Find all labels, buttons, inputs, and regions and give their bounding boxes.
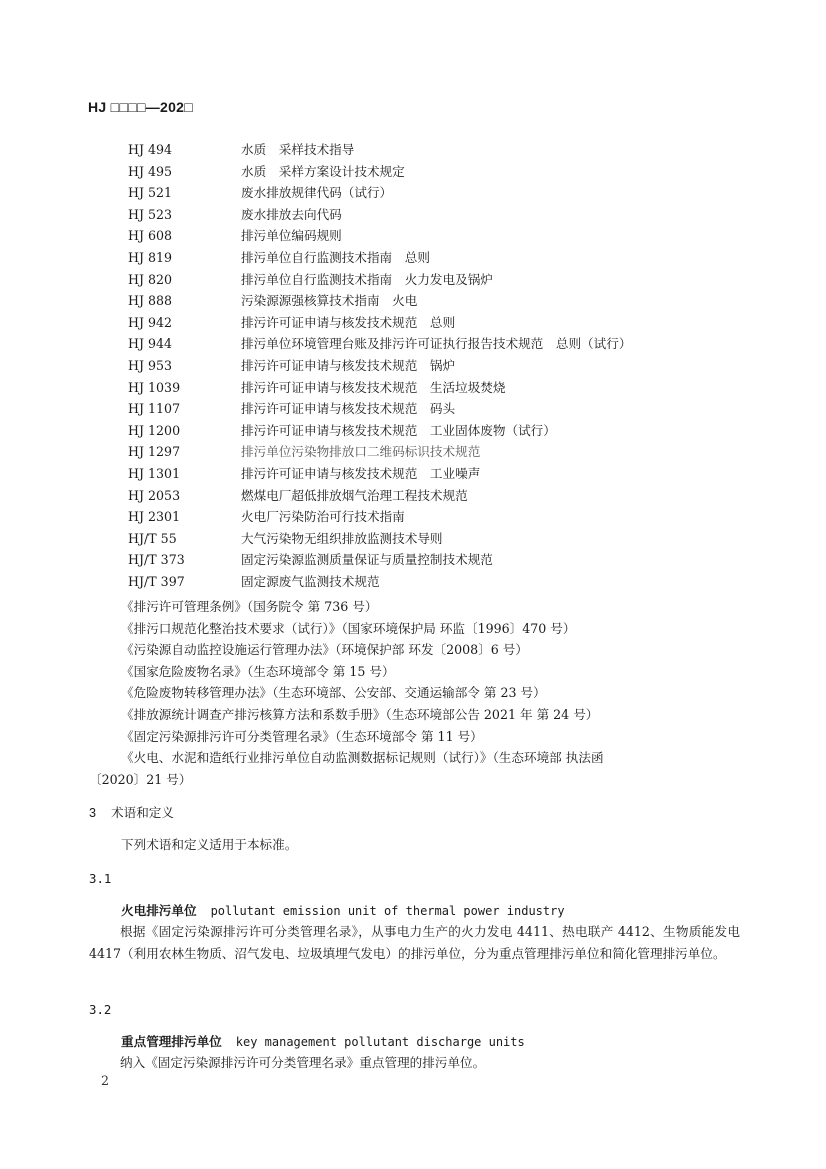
term-chinese: 重点管理排污单位 — [121, 1034, 222, 1049]
reference-code: HJ 2301 — [128, 509, 181, 525]
term-heading — [121, 1031, 525, 1053]
reference-title: 排污许可证申请与核发技术规范 总则 — [241, 314, 456, 330]
reference-title: 火电厂污染防治可行技术指南 — [241, 509, 405, 525]
section-title: 术语和定义 — [111, 806, 174, 820]
reference-title: 排污单位环境管理台账及排污许可证执行报告技术规范 总则（试行） — [241, 336, 632, 352]
regulation-document: 《国家危险废物名录》（生态环境部令 第 15 号） — [121, 663, 395, 679]
term-number: 3.2 — [89, 1002, 112, 1017]
reference-title: 排污单位自行监测技术指南 总则 — [241, 250, 430, 265]
reference-code: HJ 944 — [128, 336, 173, 352]
reference-title: 污染源源强核算技术指南 火电 — [241, 293, 418, 309]
reference-code: HJ 1301 — [128, 466, 181, 481]
reference-title: 燃煤电厂超低排放烟气治理工程技术规范 — [241, 487, 468, 503]
reference-title: 废水排放去向代码 — [241, 206, 342, 222]
regulation-document: 《排污口规范化整治技术要求（试行）》（国家环境保护局 环监〔1996〕470 号） — [121, 620, 576, 636]
reference-title: 固定源废气监测技术规范 — [241, 574, 380, 589]
reference-code: HJ 495 — [128, 163, 173, 179]
reference-code: HJ/T 55 — [128, 530, 177, 546]
reference-code: HJ 521 — [128, 185, 173, 201]
regulation-document: 《污染源自动监控设施运行管理办法》（环境保护部 环发〔2008〕6 号） — [121, 642, 528, 658]
term-english: pollutant emission unit of thermal power industry — [210, 904, 565, 918]
reference-code: HJ 953 — [128, 358, 173, 373]
reference-title: 排污许可证申请与核发技术规范 生活垃圾焚烧 — [241, 379, 506, 395]
regulation-document: 《固定污染源排污许可分类管理名录》（生态环境部令 第 11 号） — [121, 728, 483, 744]
regulation-document: 《危险废物转移管理办法》（生态环境部、公安部、交通运输部令 第 23 号） — [121, 685, 546, 701]
section-intro: 下列术语和定义适用于本标准。 — [121, 837, 298, 852]
reference-code: HJ 942 — [128, 314, 173, 330]
term-heading — [121, 900, 565, 922]
term-english: key management pollutant discharge units — [235, 1035, 525, 1049]
regulation-document: 《火电、水泥和造纸行业排污单位自动监测数据标记规则（试行）》（生态环境部 执法函 — [121, 750, 604, 766]
reference-title: 固定污染源监测质量保证与质量控制技术规范 — [241, 552, 493, 568]
reference-code: HJ 1107 — [128, 401, 181, 417]
regulation-document-continuation: 〔2020〕21 号） — [89, 771, 192, 787]
reference-title: 大气污染物无组织排放监测技术导则 — [241, 530, 443, 546]
term-definition: 纳入《固定污染源排污许可分类管理名录》重点管理的排污单位。 — [120, 1055, 486, 1070]
reference-title: 排污许可证申请与核发技术规范 工业固体废物（试行） — [241, 422, 556, 438]
reference-title: 水质 采样方案设计技术规定 — [241, 163, 405, 179]
reference-title: 排污许可证申请与核发技术规范 码头 — [241, 401, 456, 417]
reference-code: HJ 1297 — [128, 444, 181, 460]
term-definition: 根据《固定污染源排污许可分类管理名录》，从事电力生产的火力发电 4411、热电联产 4412、生物质能发电 4417（利用农林生物质、沼气发电、垃圾填埋气发电）的排污单位，分为重点管理排污单位和简化管理排污单位。 — [89, 924, 740, 961]
section-heading — [89, 803, 174, 824]
reference-title: 水质 采样技术指导 — [241, 142, 355, 157]
reference-code: HJ 608 — [128, 228, 173, 244]
reference-title: 排污许可证申请与核发技术规范 工业噪声 — [241, 466, 481, 481]
regulation-document: 《排污许可管理条例》（国务院令 第 736 号） — [121, 599, 378, 614]
standard-code-header: HJ □□□□—202□ — [88, 99, 194, 115]
reference-code: HJ 888 — [128, 293, 173, 309]
regulation-document: 《排放源统计调查产排污核算方法和系数手册》（生态环境部公告 2021 年 第 24 号） — [121, 707, 599, 722]
reference-code: HJ 523 — [128, 206, 173, 222]
reference-title: 废水排放规律代码（试行） — [241, 185, 393, 201]
reference-code: HJ 819 — [128, 250, 173, 265]
reference-code: HJ 820 — [128, 271, 173, 287]
reference-code: HJ 1200 — [128, 422, 181, 438]
term-number: 3.1 — [89, 871, 112, 886]
reference-code: HJ/T 373 — [128, 552, 185, 568]
reference-title: 排污单位污染物排放口二维码标识技术规范 — [241, 444, 481, 460]
reference-title: 排污单位编码规则 — [241, 228, 342, 244]
reference-title: 排污单位自行监测技术指南 火力发电及锅炉 — [241, 271, 493, 287]
reference-code: HJ/T 397 — [128, 574, 185, 589]
section-number: 3 — [89, 806, 97, 820]
reference-code: HJ 2053 — [128, 487, 181, 503]
reference-code: HJ 494 — [128, 142, 173, 157]
reference-code: HJ 1039 — [128, 379, 181, 395]
reference-title: 排污许可证申请与核发技术规范 锅炉 — [241, 358, 456, 373]
page-number: 2 — [101, 1073, 110, 1088]
term-chinese: 火电排污单位 — [121, 903, 197, 918]
